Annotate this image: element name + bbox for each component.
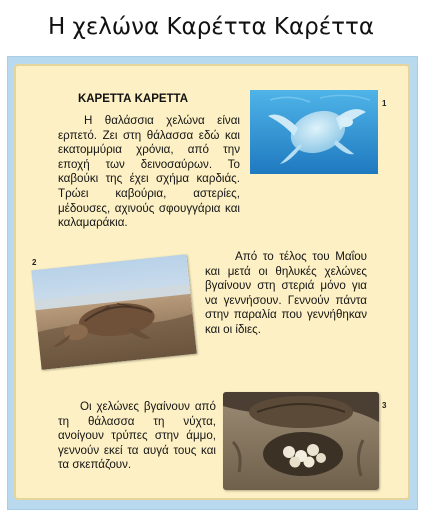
paragraph-3: Οι χελώνες βγαίνουν από τη θάλασσα τη νύχτα, ανοίγουν τρύπες στην άμμο, γεννούν εκεί τα αυγά τους και τα σκεπάζουν. — [58, 400, 216, 472]
turtle-beach-image — [31, 254, 197, 370]
photo-turtle-swimming — [250, 90, 378, 174]
photo-number-3: 3 — [382, 401, 387, 410]
photo-turtle-beach — [31, 254, 197, 370]
paragraph-2: Από το τέλος του Μαΐου και μετά οι θηλυκές χελώνες βγαίνουν στη στεριά μόνο για να γεννήσουν. Γεννούν πάντα στην παραλία που γεννήθηκαν και οι ίδιες. — [205, 250, 367, 336]
page-title: Η χελώνα Καρέττα Καρέττα — [47, 14, 375, 40]
turtle-swimming-image — [250, 90, 378, 174]
paragraph-1: Η θαλάσσια χελώνα είναι ερπετό. Ζει στη θάλασσα εδώ και εκατομμύρια χρόνια, από την εποχή των δεινοσαύρων. Το καβούκι της έχει σχήμα καρδιάς. Τρώει καβούρια, αστερίες, μέδουσες, αχινούς σφουγγάρια και καλαμαράκια. — [58, 114, 240, 230]
section-heading: ΚΑΡΕΤΤΑ ΚΑΡΕΤΤΑ — [77, 93, 189, 105]
photo-number-1: 1 — [382, 99, 387, 108]
photo-turtle-eggs — [223, 392, 379, 490]
photo-number-2: 2 — [32, 258, 37, 267]
turtle-eggs-image — [223, 392, 379, 490]
